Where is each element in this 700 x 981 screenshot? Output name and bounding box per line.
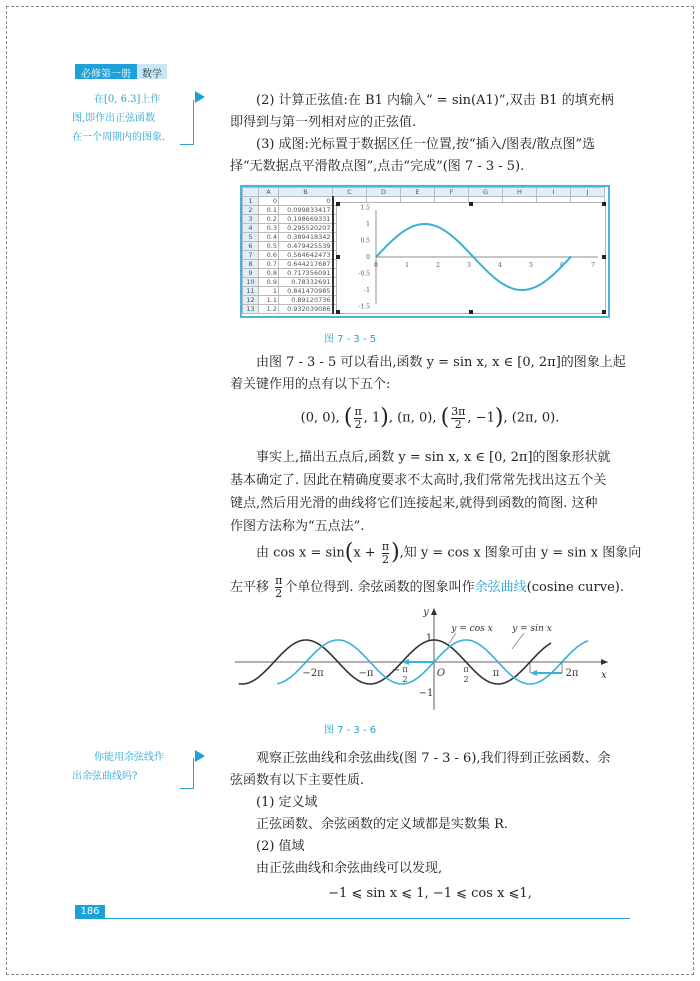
x-tick-label: 5 xyxy=(529,262,533,269)
side-note-1: 在[0, 6.3]上作 图,即作出正弦函数 在一个周期内的图象. xyxy=(72,94,166,143)
y-tick-label: -1 xyxy=(364,287,370,294)
y-tick-label: -1.5 xyxy=(358,303,370,311)
row-header[interactable]: 6 xyxy=(243,242,259,251)
cell-b[interactable]: 0.717356091 xyxy=(279,269,333,278)
column-header[interactable] xyxy=(243,188,259,197)
cell-a[interactable]: 0.4 xyxy=(259,233,279,242)
cosine-label: y = cos x xyxy=(451,624,493,634)
figure-caption-735: 图 7 - 3 - 5 xyxy=(323,334,377,345)
paragraph-cosine-curve: 由 cos x = sin(x + $\frac{\pi}{2}$ ),知 y = cos x 图象可由 y = sin x 图象向 左平移 $\frac{\pi}{2}$ 个单位得到. 余弦函数的图象叫作余弦曲线(cosine curve). xyxy=(230,539,642,600)
column-header[interactable]: H xyxy=(503,188,537,197)
shift-arrowhead-icon xyxy=(530,670,537,676)
cell-a[interactable]: 1 xyxy=(259,287,279,296)
column-header-row xyxy=(243,188,605,197)
range-inequality: −1 ⩽ sin x ⩽ 1, −1 ⩽ cos x ⩽1, xyxy=(328,886,532,901)
cell-a[interactable]: 1.2 xyxy=(259,305,279,314)
heading-domain: (1) 定义域 xyxy=(256,795,318,810)
cell-b[interactable]: 0.89120736 xyxy=(279,296,333,305)
x-tick-label: 1 xyxy=(405,262,409,269)
x-tick-label: 6 xyxy=(560,262,564,269)
column-header[interactable]: B xyxy=(279,188,333,197)
x-tick-label: 0 xyxy=(374,262,378,269)
paragraph-key-points: 由图 7 - 3 - 5 可以看出,函数 y = sin x, x ∈ [0, 2π]的图象上起 着关键作用的点有以下五个: xyxy=(230,355,626,392)
row-header[interactable]: 12 xyxy=(243,296,259,305)
five-points-formula: (0, 0), ( $\frac{\pi}{2}$ , 1), (π, 0), ( $\frac{3\pi}{2}$ , −1), (2π, 0). xyxy=(300,404,560,431)
resize-handle xyxy=(336,202,340,206)
paragraph-five-point-method: 事实上,描出五点后,函数 y = sin x, x ∈ [0, 2π]的图象形状就 基本确定了. 因此在精确度要求不太高时,我们常常先找出这五个关 键点,然后用光滑的曲线将它们连接起来,就得到函数的简图. 这种 作图方法称为“五点法”. xyxy=(230,450,611,534)
row-header[interactable]: 1 xyxy=(243,197,259,206)
y-axis-arrow-icon xyxy=(431,608,437,615)
x-axis-label: x xyxy=(601,670,607,681)
tick-label-half-pi-num: π xyxy=(463,665,469,674)
tick-label-neg-half-pi-sign: − xyxy=(391,665,401,676)
column-header[interactable]: I xyxy=(537,188,571,197)
cell-a[interactable]: 1.1 xyxy=(259,296,279,305)
cell-a[interactable]: 0.5 xyxy=(259,242,279,251)
y-axis-label: y xyxy=(423,607,429,618)
row-header[interactable]: 9 xyxy=(243,269,259,278)
note-pointer-icon xyxy=(195,750,205,762)
cell-b[interactable]: 0.099833417 xyxy=(279,206,333,215)
row-header[interactable]: 11 xyxy=(243,287,259,296)
cell-a[interactable]: 0.7 xyxy=(259,260,279,269)
heading-range: (2) 值域 xyxy=(256,839,305,854)
cell-a[interactable]: 0 xyxy=(259,197,279,206)
subject-label: 数学 xyxy=(137,64,167,79)
running-header xyxy=(75,64,167,79)
row-header[interactable]: 4 xyxy=(243,224,259,233)
footer-rule xyxy=(105,918,630,919)
row-header[interactable]: 8 xyxy=(243,260,259,269)
y-tick-label: -0.5 xyxy=(358,270,370,278)
book-label: 必修第一册 xyxy=(75,64,137,79)
x-tick-label: 4 xyxy=(498,262,502,269)
tick-label-neg-pi: −π xyxy=(358,668,374,679)
cell-b[interactable]: 0.78332691 xyxy=(279,278,333,287)
sine-scatter-chart xyxy=(336,202,606,314)
cell-a[interactable]: 0.8 xyxy=(259,269,279,278)
column-header[interactable]: G xyxy=(469,188,503,197)
x-tick-label: 2 xyxy=(436,262,440,269)
term-cosine-curve: 余弦曲线 xyxy=(474,579,527,595)
x-tick-label: 7 xyxy=(591,262,595,269)
note-bracket xyxy=(180,100,194,145)
column-header[interactable]: F xyxy=(435,188,469,197)
column-header[interactable]: J xyxy=(571,188,605,197)
row-header[interactable]: 5 xyxy=(243,233,259,242)
cell-b[interactable]: 0.564642473 xyxy=(279,251,333,260)
y-tick-label: 0.5 xyxy=(360,237,370,245)
cell-b[interactable]: 0 xyxy=(279,197,333,206)
column-header[interactable]: C xyxy=(333,188,367,197)
x-tick-label: 3 xyxy=(467,262,471,269)
cell-b[interactable]: 0.389418342 xyxy=(279,233,333,242)
paragraph-properties: 观察正弦曲线和余弦曲线(图 7 - 3 - 6),我们得到正弦函数、余 弦函数有以下主要性质. (1) 定义域 正弦函数、余弦函数的定义域都是实数集 R. (2) 值域 由正弦曲线和余弦曲线可以发现, −1 ⩽ sin x ⩽ 1, −1 ⩽ cos x ⩽1, xyxy=(230,748,630,905)
resize-handle xyxy=(469,202,473,206)
note-bracket xyxy=(180,758,194,789)
column-header[interactable]: D xyxy=(367,188,401,197)
tick-label-neg-1: −1 xyxy=(418,688,434,699)
cell-a[interactable]: 0.9 xyxy=(259,278,279,287)
resize-handle xyxy=(602,202,606,206)
cell-b[interactable]: 0.841470985 xyxy=(279,287,333,296)
cell-a[interactable]: 0.2 xyxy=(259,215,279,224)
row-header[interactable]: 10 xyxy=(243,278,259,287)
cell-b[interactable]: 0.479425539 xyxy=(279,242,333,251)
y-tick-label: 1 xyxy=(366,221,370,228)
label-leader xyxy=(512,633,524,649)
cell-a[interactable]: 0.1 xyxy=(259,206,279,215)
sine-cosine-graph xyxy=(230,605,620,717)
figure-caption-736: 图 7 - 3 - 6 xyxy=(323,725,377,736)
y-tick-label: 1.5 xyxy=(360,204,370,212)
cell-a[interactable]: 0.6 xyxy=(259,251,279,260)
resize-handle xyxy=(602,255,606,259)
tick-label-1: 1 xyxy=(425,633,433,644)
tick-label-half-pi-den: 2 xyxy=(463,675,469,684)
resize-handle xyxy=(602,310,606,314)
row-header[interactable]: 13 xyxy=(243,305,259,314)
tick-label-pi: π xyxy=(492,668,500,679)
tick-label-neg-2pi: −2π xyxy=(302,668,324,679)
row-header[interactable]: 3 xyxy=(243,215,259,224)
chart-area xyxy=(336,202,606,314)
cell-b[interactable]: 0.644217687 xyxy=(279,260,333,269)
column-header[interactable]: E xyxy=(401,188,435,197)
cell-b[interactable]: 0.295520207 xyxy=(279,224,333,233)
x-axis-arrow-icon xyxy=(601,659,608,665)
origin-label: O xyxy=(436,668,446,679)
tick-label-2pi: 2π xyxy=(565,668,579,679)
cell-b[interactable]: 0.198669331 xyxy=(279,215,333,224)
spreadsheet-figure xyxy=(240,185,610,318)
resize-handle xyxy=(336,255,340,259)
page-number: 186 xyxy=(75,905,105,919)
cell-a[interactable]: 0.3 xyxy=(259,224,279,233)
resize-handle xyxy=(336,310,340,314)
cell-b[interactable]: 0.932039086 xyxy=(279,305,333,314)
row-header[interactable]: 7 xyxy=(243,251,259,260)
tick-label-neg-half-pi-num: π xyxy=(402,665,408,674)
resize-handle xyxy=(469,310,473,314)
note-pointer-icon xyxy=(195,91,205,103)
paragraph-steps: (2) 计算正弦值:在 B1 内输入“ = sin(A1)”,双击 B1 的填充柄 即得到与第一列相对应的正弦值. (3) 成图:光标置于数据区任一位置,按“插入/图表/散点图”选 择“无数据点平滑散点图”,点击“完成”(图 7 - 3 - 5). xyxy=(230,93,614,174)
tick-label-neg-half-pi-den: 2 xyxy=(402,675,408,684)
row-header[interactable]: 2 xyxy=(243,206,259,215)
sine-label: y = sin x xyxy=(512,624,552,634)
y-tick-label: 0 xyxy=(366,254,370,261)
side-note-2: 你能用余弦线作 出余弦曲线吗? xyxy=(72,752,164,782)
column-header[interactable]: A xyxy=(259,188,279,197)
